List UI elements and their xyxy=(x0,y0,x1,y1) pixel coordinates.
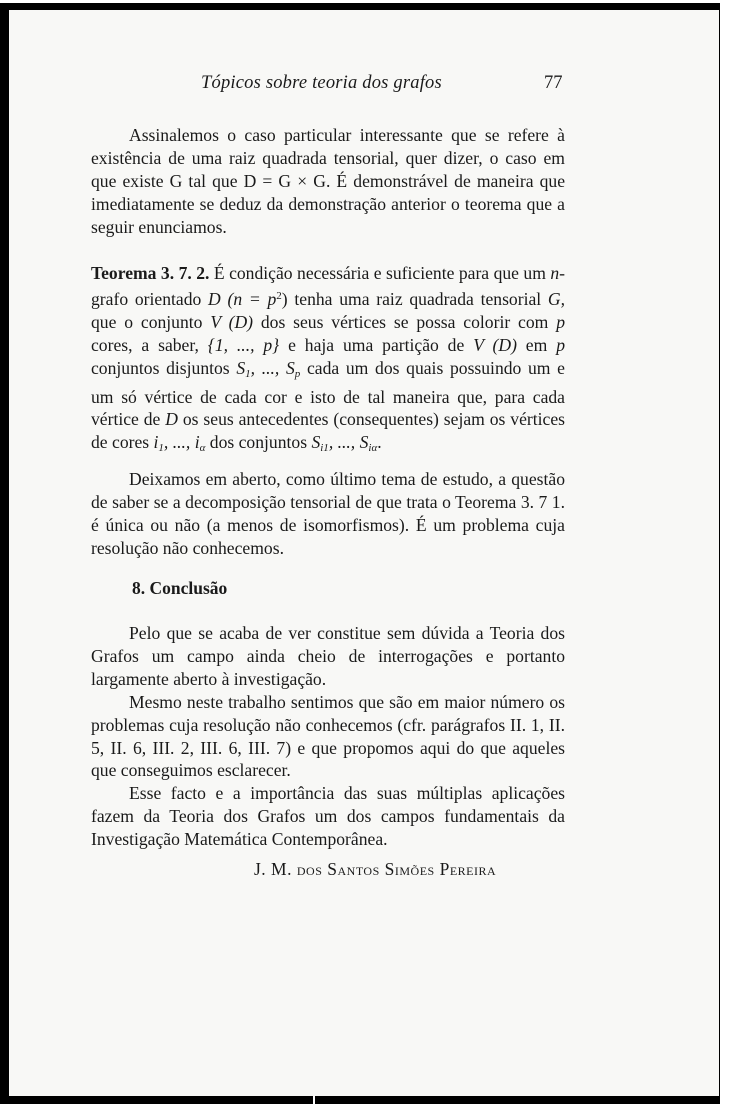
paragraph-text: Mesmo neste trabalho sentimos que são em maior número os problemas cuja resolução não conhecemos (cfr. parágrafos II. 1, II. 5, II. 6, III. 2, III. 6, III. 7) e que propomos aqui do que aqueles que conseguimos esclarecer. xyxy=(91,691,565,781)
theorem-fragment: ) xyxy=(281,288,288,309)
math-subscript: 1 xyxy=(245,367,251,380)
math-VD: V (D) xyxy=(210,311,254,332)
math-expression: D (n = p xyxy=(208,288,277,309)
math-S: S xyxy=(311,432,321,453)
theorem-fragment: tenha uma raiz quadrada tensorial xyxy=(287,288,548,309)
math-subscript: p xyxy=(294,367,301,380)
page-number: 77 xyxy=(544,73,563,93)
math-subscript: i1 xyxy=(320,442,329,455)
scan-mark xyxy=(313,1096,315,1104)
paragraph-text: Deixamos em aberto, como último tema de estudo, a questão de saber se a decomposição tensorial de que trata o Teorema 3. 7 1. é única ou não (a menos de isomorfismos). É um problema cuja resolução não conhecemos. xyxy=(91,469,565,558)
conclusion-body xyxy=(91,622,565,851)
math-superscript: 2 xyxy=(276,289,282,302)
theorem-block xyxy=(91,262,565,460)
theorem-fragment: que o conjunto xyxy=(91,311,211,332)
paragraph-text: Assinalemos o caso particular interessante que se refere à existência de uma raiz quadrada tensorial, quer dizer, o caso em que existe G tal que D = G × G. É demonstrável de maneira que imediatamente se deduz da demonstração anterior o teorema que a seguir enunciamos. xyxy=(91,125,565,237)
math-G: G, xyxy=(547,288,566,309)
scan-border-right xyxy=(720,0,729,1104)
theorem-fragment: em xyxy=(516,334,557,355)
math-set: {1, ..., p} xyxy=(207,334,280,355)
theorem-fragment: dos conjuntos xyxy=(205,432,312,453)
math-n: n xyxy=(550,263,560,283)
paragraph-text: Pelo que se acaba de ver constitue sem dúvida a Teoria dos Grafos um campo ainda cheio de interrogações e portanto largamente aberto à investigação. xyxy=(91,623,565,689)
section-heading: 8. Conclusão xyxy=(132,578,228,598)
paragraph-text: Esse facto e a importância das suas múltiplas aplicações fazem da Teoria dos Grafos um dos campos fundamentais da Investigação Matemática Contemporânea. xyxy=(91,783,565,850)
math-subscript: 1 xyxy=(158,442,164,455)
paragraph-open-question xyxy=(91,468,565,560)
theorem-fragment: cada um dos quais possuindo um e um só vértice de cada cor e isto de tal maneira que, para cada vértice de xyxy=(91,357,565,430)
math-S: S xyxy=(236,357,246,378)
math-subscript: iα xyxy=(368,442,378,455)
math-S: , ..., S xyxy=(328,432,369,453)
math-S: , ..., S xyxy=(250,357,295,378)
math-VD: V (D) xyxy=(473,334,517,355)
math-D: D xyxy=(165,409,178,430)
theorem-fragment: . xyxy=(377,432,382,453)
author-signature: J. M. dos Santos Simões Pereira xyxy=(254,859,497,879)
theorem-fragment: cores, a saber, xyxy=(91,334,208,355)
math-i: i xyxy=(153,432,159,453)
theorem-fragment: -grafo orientado xyxy=(91,263,566,309)
running-title: Tópicos sobre teoria dos grafos xyxy=(201,73,442,93)
theorem-fragment: dos seus vértices se possa colorir com xyxy=(253,311,557,332)
page-header xyxy=(9,73,719,103)
math-p: p xyxy=(556,334,565,355)
theorem-label: Teorema 3. 7. 2. xyxy=(91,263,210,283)
paragraph-square-root xyxy=(91,124,565,239)
book-page xyxy=(9,10,719,1096)
theorem-fragment: conjuntos disjuntos xyxy=(91,357,237,378)
theorem-fragment: os seus antecedentes (consequentes) sejam os vértices de cores xyxy=(91,409,565,453)
math-i: , ..., i xyxy=(163,432,200,453)
theorem-text xyxy=(91,262,565,460)
theorem-fragment: e haja uma partição de xyxy=(279,334,474,355)
math-p: p xyxy=(556,311,565,332)
math-subscript: α xyxy=(199,442,206,455)
theorem-fragment: É condição necessária e suficiente para que um xyxy=(213,263,551,283)
scan-border-top xyxy=(0,0,729,3)
